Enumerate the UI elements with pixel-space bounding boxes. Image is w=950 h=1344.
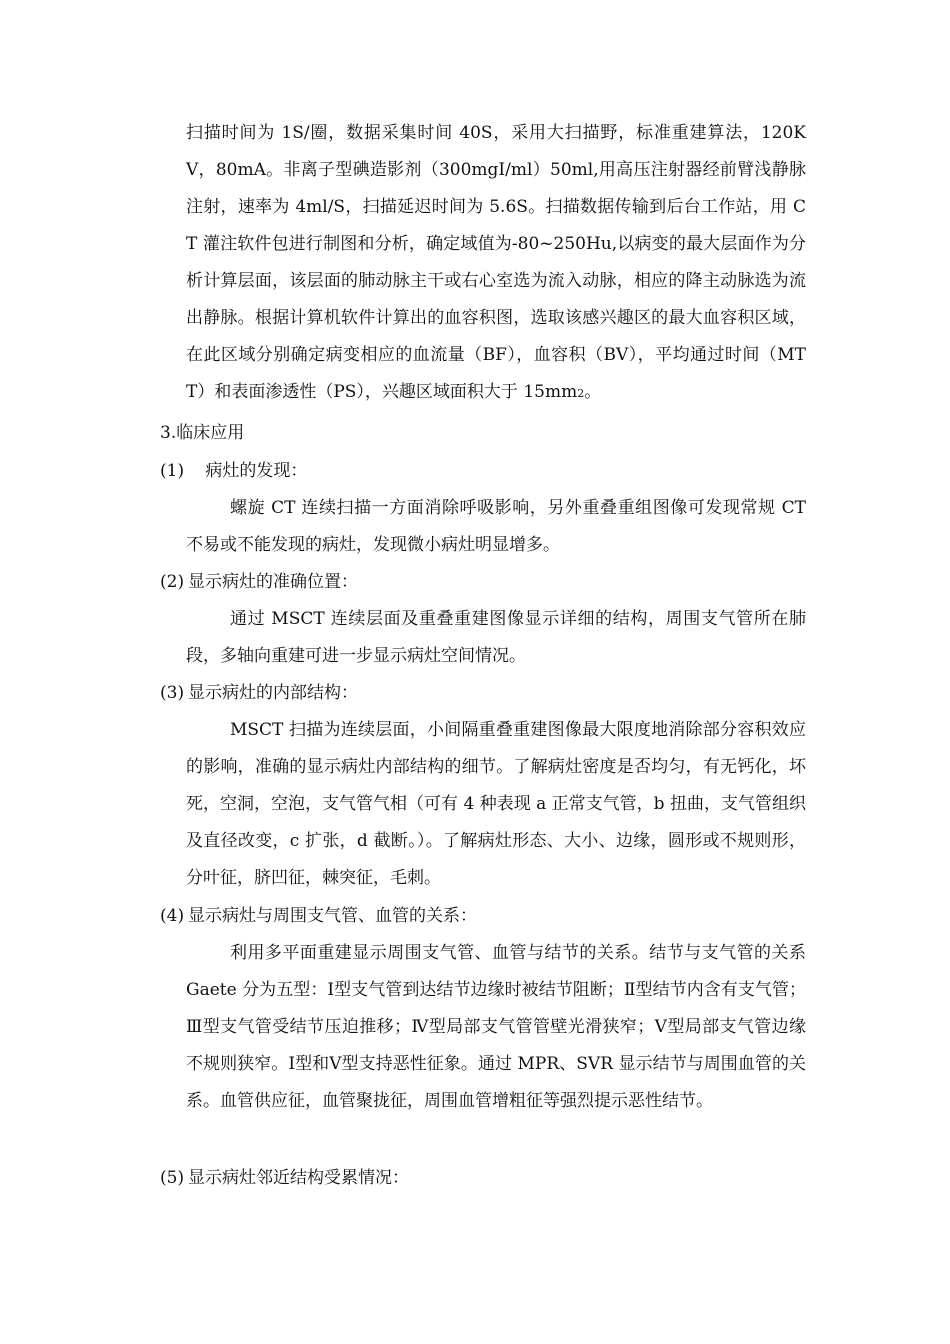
item-number: (3) bbox=[160, 683, 185, 703]
item-title: 显示病灶的准确位置： bbox=[188, 572, 358, 592]
item-2-body: 通过 MSCT 连续层面及重叠重建图像显示详细的结构，周围支气管所在肺段，多轴向重建可进一步显示病灶空间情况。 bbox=[186, 609, 806, 666]
item-title: 显示病灶邻近结构受累情况： bbox=[188, 1168, 409, 1188]
section-heading: 3.临床应用 bbox=[160, 423, 245, 443]
item-3-heading bbox=[160, 675, 358, 712]
item-title: 显示病灶的内部结构： bbox=[188, 683, 358, 703]
item-number: (1) bbox=[160, 461, 185, 481]
item-number: (5) bbox=[160, 1168, 185, 1188]
item-3-body: MSCT 扫描为连续层面，小间隔重叠重建图像最大限度地消除部分容积效应的影响，准确的显示病灶内部结构的细节。了解病灶密度是否均匀，有无钙化，坏死，空洞，空泡，支气管气相（可有 4 种表现 a 正常支气管，b 扭曲，支气管组织及直径改变，c 扩张，d 截断。）。了解病灶形态、大小、边缘，圆形或不规则形，分叶征，脐凹征，棘突征，毛刺。 bbox=[186, 720, 806, 888]
item-4-heading bbox=[160, 898, 477, 935]
item-5-heading bbox=[160, 1160, 409, 1197]
intro-subscript: 2 bbox=[577, 387, 585, 400]
intro-end: 。 bbox=[584, 382, 602, 402]
item-number: (4) bbox=[160, 906, 185, 926]
intro-paragraph bbox=[186, 115, 806, 412]
item-4-body: 利用多平面重建显示周围支气管、血管与结节的关系。结节与支气管的关系 Gaete 分为五型：Ⅰ型支气管到达结节边缘时被结节阻断；Ⅱ型结节内含有支气管；Ⅲ型支气管受结节压迫推移；Ⅳ型局部支气管管壁光滑狭窄；Ⅴ型局部支气管边缘不规则狭窄。Ⅰ型和Ⅴ型支持恶性征象。通过 MPR、SVR 显示结节与周围血管的关系。血管供应征，血管聚拢征，周围血管增粗征等强烈提示恶性结节。 bbox=[186, 943, 806, 1111]
intro-text: 扫描时间为 1S/圈，数据采集时间 40S，采用大扫描野，标准重建算法，120KV，80mA。非离子型碘造影剂（300mgI/ml）50ml,用高压注射器经前臂浅静脉注射，速率为 4ml/S，扫描延迟时间为 5.6S。扫描数据传输到后台工作站，用 CT 灌注软件包进行制图和分析，确定域值为-80~250Hu,以病变的最大层面作为分析计算层面，该层面的肺动脉主干或右心室选为流入动脉，相应的降主动脉选为流出静脉。根据计算机软件计算出的血容积图，选取该感兴趣区的最大血容积区域，在此区域分别确定病变相应的血流量（BF），血容积（BV），平均通过时间（MTT）和表面渗透性（PS），兴趣区域面积大于 15mm bbox=[186, 123, 806, 402]
item-2-heading bbox=[160, 564, 358, 601]
item-title: 显示病灶与周围支气管、血管的关系： bbox=[188, 906, 477, 926]
item-title: 病灶的发现： bbox=[200, 461, 308, 481]
item-1-heading bbox=[160, 453, 307, 490]
item-1-body: 螺旋 CT 连续扫描一方面消除呼吸影响，另外重叠重组图像可发现常规 CT 不易或不能发现的病灶，发现微小病灶明显增多。 bbox=[186, 498, 806, 555]
item-number: (2) bbox=[160, 572, 185, 592]
